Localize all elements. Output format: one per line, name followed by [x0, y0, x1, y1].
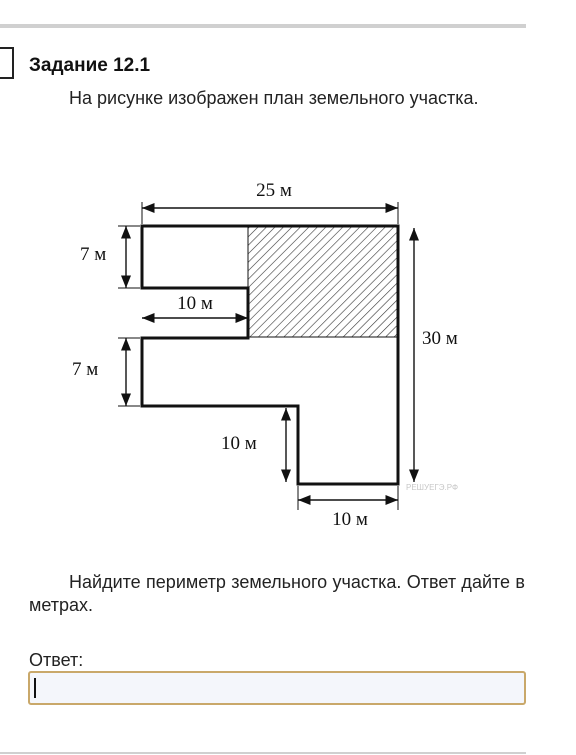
answer-input[interactable] [28, 671, 526, 705]
dim-label-step: 10 м [221, 433, 257, 454]
dim-label-top: 25 м [256, 180, 292, 201]
task-title: Задание 12.1 [29, 55, 151, 76]
dim-label-left-lower: 7 м [72, 359, 99, 380]
answer-label: Ответ: [29, 650, 84, 670]
watermark: РЕШУЕГЭ.РФ [406, 483, 459, 492]
task-checkbox[interactable] [0, 47, 14, 79]
hatched-area [248, 226, 398, 337]
top-divider [0, 24, 526, 28]
text-cursor [34, 678, 36, 698]
bottom-divider [0, 752, 526, 754]
task-question-text: Найдите периметр земельного участка. Ответ дайте в метрах. [29, 572, 525, 615]
dim-label-bottom: 10 м [332, 509, 368, 530]
dim-label-inner: 10 м [177, 293, 213, 314]
task-intro-text: На рисунке изображен план земельного участка. [69, 88, 479, 108]
dim-label-left-upper: 7 м [80, 244, 107, 265]
dim-label-right: 30 м [422, 328, 458, 349]
land-plot-figure [60, 170, 500, 540]
